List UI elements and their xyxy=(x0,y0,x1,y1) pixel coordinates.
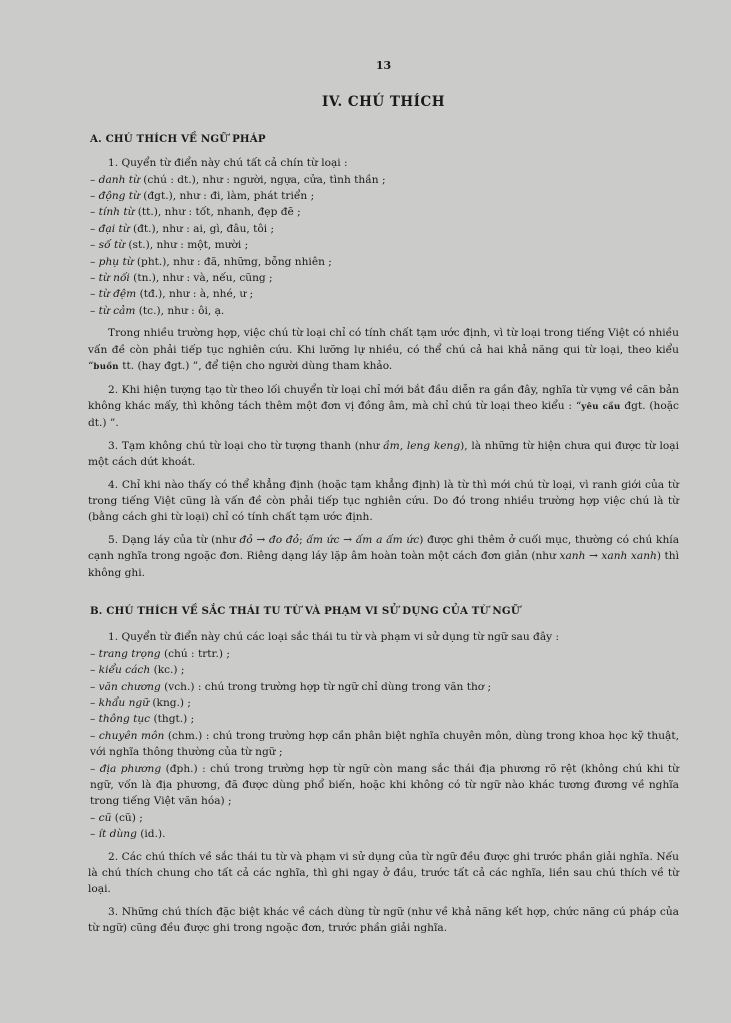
term: từ cảm xyxy=(98,304,136,317)
list-item: – địa phương (đph.) : chú trong trường hợp từ ngữ còn mang sắc thái địa phương rõ rệt (không chú khi từ ngữ, vốn là địa phương, đã được dùng phổ biến, hoặc khi không có từ ngữ nào khác tương đương về nghĩa trong tiếng Việt văn hóa) ; xyxy=(90,762,679,808)
list-item: – số từ (st.), như : một, mười ; xyxy=(90,239,249,252)
term: chuyên môn xyxy=(98,729,165,742)
list-item: – danh từ (chú : dt.), như : người, ngựa, cửa, tình thần ; xyxy=(90,173,386,186)
list-item: – chuyên môn (chm.) : chú trong trường hợp cần phân biệt nghĩa chuyên môn, dùng trong khoa học kỹ thuật, với nghĩa thông thường của từ ngữ ; xyxy=(90,729,679,759)
list-item: – từ nối (tn.), như : và, nếu, cũng ; xyxy=(90,272,273,285)
term: thông tục xyxy=(98,713,151,726)
section-b-para-1: 1. Quyển từ điển này chú các loại sắc thái tu từ và phạm vi sử dụng từ ngữ sau đây : xyxy=(108,631,560,644)
section-b-list xyxy=(88,646,679,843)
list-item: – cũ (cũ) ; xyxy=(90,811,143,824)
list-item: – đại từ (đt.), như : ai, gì, đâu, tôi ; xyxy=(90,222,275,235)
term: khẩu ngữ xyxy=(98,697,150,709)
term: cũ xyxy=(98,811,112,824)
section-a-para-note: Trong nhiều trường hợp, việc chú từ loại chỉ có tính chất tạm ước định, vì từ loại trong tiếng Việt có nhiều vấn đề còn phải tiếp tục nghiên cứu. Khi lưỡng lự nhiều, có thể chú cả hai khả năng qui từ loại, theo kiểu “buồn tt. (hay đgt.) ”, để tiện cho người dùng tham khảo. xyxy=(88,327,679,373)
page-number: 13 xyxy=(375,59,392,72)
section-a-para-1: 1. Quyển từ điển này chú tất cả chín từ loại : xyxy=(108,157,348,170)
section-a-heading: A. CHÚ THÍCH VỀ NGỮ PHÁP xyxy=(90,132,266,145)
term: trang trọng xyxy=(98,647,161,660)
term: văn chương xyxy=(98,680,161,693)
section-b-heading: B. CHÚ THÍCH VỀ SẮC THÁI TU TỪ VÀ PHẠM VI SỬ DỤNG CỦA TỪ NGỮ xyxy=(90,604,520,617)
term: phụ từ xyxy=(98,255,134,268)
section-a-para-2: 2. Khi hiện tượng tạo từ theo lối chuyển từ loại chỉ mới bắt đầu diễn ra gần đây, nghĩa từ vựng về căn bản không khác mấy, thì không tách thêm một đơn vị đồng âm, mà chỉ chú từ loại theo kiểu : “yêu cầu đgt. (hoặc dt.) ”. xyxy=(88,383,679,430)
section-a-para-5: 5. Dạng láy của từ (như đỏ → đo đỏ; ấm ức → ấm a ấm ức) được ghi thêm ở cuối mục, thường có chú khía cạnh nghĩa trong ngoặc đơn. Riêng dạng láy lặp âm hoàn toàn một cách đơn giản (như xanh → xanh xanh) thì không ghi. xyxy=(88,533,680,579)
term: từ nối xyxy=(98,272,130,285)
list-item: – động từ (đgt.), như : đi, làm, phát triển ; xyxy=(90,190,315,203)
list-item: – ít dùng (id.). xyxy=(90,828,166,841)
term: từ đệm xyxy=(98,288,137,301)
term: đại từ xyxy=(98,222,130,235)
term: động từ xyxy=(98,190,140,203)
list-item: – văn chương (vch.) : chú trong trường hợp từ ngữ chỉ dùng trong văn thơ ; xyxy=(90,680,492,693)
list-item: – từ đệm (tđ.), như : à, nhé, ư ; xyxy=(90,288,254,301)
section-a-para-3: 3. Tạm không chú từ loại cho từ tượng thanh (như ầm, leng keng), là những từ hiện chưa qui được từ loại một cách dứt khoát. xyxy=(88,439,679,469)
term: danh từ xyxy=(98,173,140,186)
list-item: – từ cảm (tc.), như : ôi, ạ. xyxy=(90,304,225,317)
term: ít dùng xyxy=(98,828,137,841)
list-item: – kiểu cách (kc.) ; xyxy=(90,664,185,677)
section-a-para-4: 4. Chỉ khi nào thấy có thể khẳng định (hoặc tạm khẳng định) là từ thì mới chú từ loại, vì ranh giới của từ trong tiếng Việt cũng là vấn đề còn phải tiếp tục nghiên cứu. Do đó trong nhiều trường hợp việc chú là từ (bằng cách ghi từ loại) chỉ có tính chất tạm ước định. xyxy=(88,478,679,524)
section-b-para-3: 3. Những chú thích đặc biệt khác về cách dùng từ ngữ (như về khả năng kết hợp, chức năng cú pháp của từ ngữ) cũng đều được ghi trong ngoặc đơn, trước phần giải nghĩa. xyxy=(88,905,679,935)
list-item: – tính từ (tt.), như : tốt, nhanh, đẹp đẽ ; xyxy=(90,206,301,219)
list-item: – thông tục (thgt.) ; xyxy=(90,713,195,726)
section-title: IV. CHÚ THÍCH xyxy=(322,94,445,111)
term: số từ xyxy=(98,239,126,252)
list-item: – khẩu ngữ (kng.) ; xyxy=(90,697,191,709)
term: tính từ xyxy=(98,206,135,219)
term: địa phương xyxy=(99,762,162,775)
section-a-list xyxy=(88,172,679,320)
list-item: – trang trọng (chú : trtr.) ; xyxy=(90,647,230,660)
list-item: – phụ từ (pht.), như : đã, những, bỗng nhiên ; xyxy=(90,255,332,268)
section-b-para-2: 2. Các chú thích về sắc thái tu từ và phạm vi sử dụng của từ ngữ đều được ghi trước phần giải nghĩa. Nếu là chú thích chung cho tất cả các nghĩa, thì ghi ngay ở đầu, trước tất cả các nghĩa, liền sau chú thích về từ loại. xyxy=(88,850,679,896)
term: kiểu cách xyxy=(98,664,151,677)
